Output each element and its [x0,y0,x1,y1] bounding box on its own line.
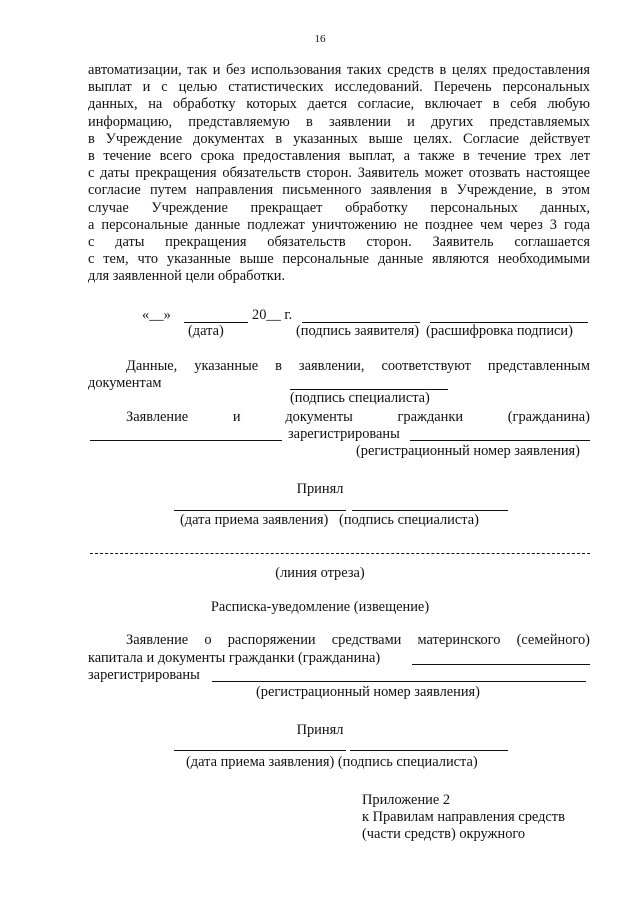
consent-paragraph [88,62,590,286]
paragraph-line: с даты прекращения обязательств сторон. Заявитель может отозвать настоящее [88,165,590,182]
accept-date-line [174,750,346,751]
word: указанные [194,358,259,374]
citizen-name-line [90,440,282,441]
documents-word: документам [88,375,162,391]
paragraph-line: в течение всего срока предоставления выплат, а также в течение трех лет [88,148,590,165]
receipt-reg-number-line [212,681,586,682]
word: и [232,409,241,425]
word: гражданки [397,409,464,425]
paragraph-line: случае Учреждение прекращает обработку персональных данных, [88,199,590,216]
paragraph-line: выплат и с целью статистических исследований. Перечень персональных [88,79,590,96]
page-number: 16 [314,33,326,45]
appendix-line: к Правилам направления средств [362,809,565,825]
receipt-line [126,632,590,649]
paragraph-line: в Учреждение документах в указанных выше целях. Согласие действует [88,130,590,147]
date-year: 20__ г. [252,307,293,323]
word: документы [285,409,353,425]
paragraph-line: с даты прекращения обязательств сторон. Заявитель соглашается [88,234,590,251]
receipt-capital-line: капитала и документы гражданки (гражданина) [88,650,381,666]
signature-decoding-caption: (расшифровка подписи) [426,323,573,339]
accept-date-line [174,510,346,511]
paragraph-line: с тем, что указанные выше персональные данные являются необходимыми [88,251,590,268]
receipt-title: Расписка-уведомление (извещение) [210,599,430,615]
word: о [204,632,212,648]
paragraph-line: информацию, представляемую в заявлении и других представляемых [88,113,590,130]
paragraph-line: автоматизации, так и без использования таких средств в целях предоставления [88,62,590,78]
accept-signature-line [350,750,508,751]
receipt-registered-word: зарегистрированы [88,667,200,683]
receipt-citizen-line [412,664,590,665]
word: Данные, [126,358,178,374]
paragraph-line: согласие путем направления письменного заявления в Учреждение, в этом [88,182,590,199]
word: средствами [331,632,402,648]
word: Заявление [126,409,189,425]
date-caption: (дата) [188,323,224,339]
applicant-signature-caption: (подпись заявителя) [296,323,420,339]
receipt-reg-number-caption: (регистрационный номер заявления) [256,684,480,700]
cut-line [90,553,590,554]
reg-number-line [410,440,590,441]
word: соответствуют [381,358,471,374]
word: распоряжении [227,632,316,648]
word: в [275,358,282,374]
specialist-signature-caption: (подпись специалиста) [290,390,430,406]
date-day-blank: «__» [142,307,171,323]
reg-number-caption: (регистрационный номер заявления) [356,443,580,459]
word: (семейного) [516,632,590,648]
registered-word: зарегистрированы [288,426,400,442]
paragraph-line: данных, на обработку которых дается согласие, включает в себя любую [88,96,590,113]
word: заявлении, [298,358,365,374]
word: представленным [487,358,590,374]
verify-line [126,358,590,375]
accepted-caption: (дата приема заявления) (подпись специалиста) [180,512,479,528]
paragraph-line: а персональные данные подлежат уничтожению не позднее чем через 3 года [88,216,590,233]
accepted-caption: (дата приема заявления) (подпись специалиста) [186,754,478,770]
accept-signature-line [352,510,508,511]
registration-line [126,409,590,426]
word: материнского [417,632,501,648]
word: Заявление [126,632,189,648]
appendix-line: Приложение 2 [362,792,451,808]
appendix-line: (части средств) окружного [362,826,526,842]
cut-line-caption: (линия отреза) [275,565,365,581]
accepted-title: Принял [296,481,344,497]
word: (гражданина) [507,409,590,425]
accepted-title: Принял [296,722,344,738]
paragraph-line: для заявленной цели обработки. [88,268,286,285]
